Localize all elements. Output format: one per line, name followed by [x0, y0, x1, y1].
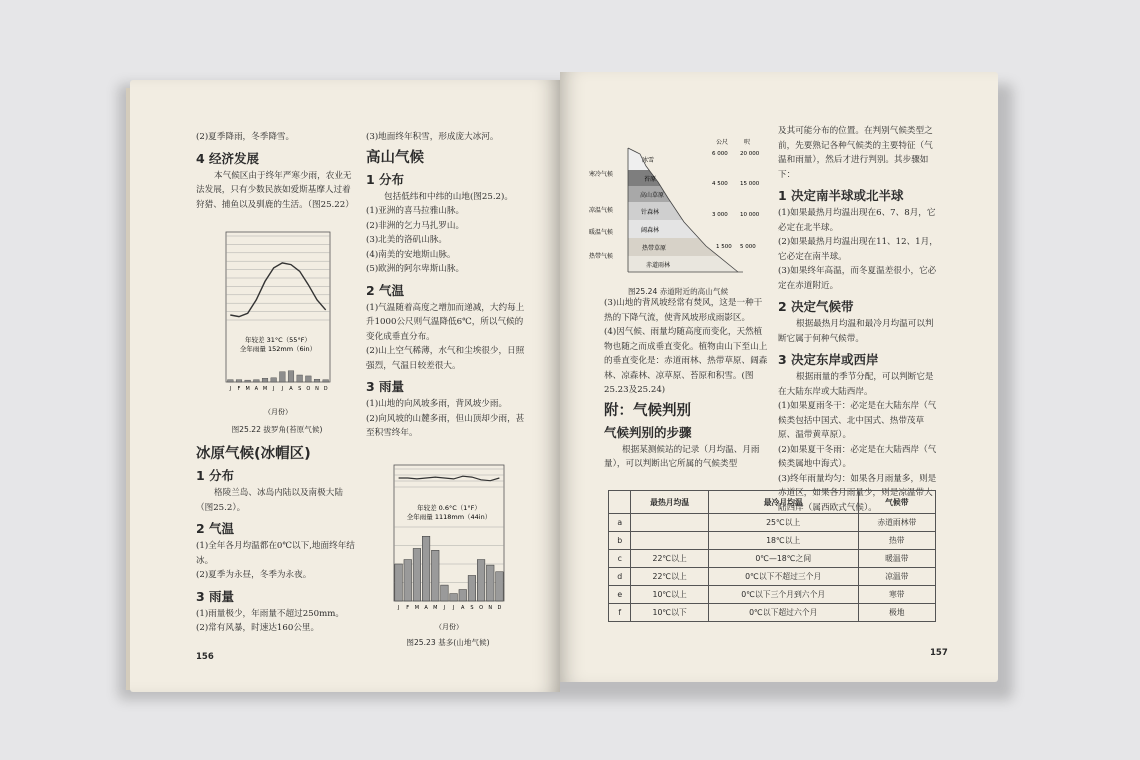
table-cell: 22℃以上 — [631, 550, 708, 568]
step1-item-3: (3)如果终年高温，而冬夏温差很小，它必定在赤道附近。 — [778, 266, 937, 291]
fig22-note-rain: 全年雨量 152mm（6in） — [239, 345, 317, 353]
fig23-caption: 图25.23 基多(山地气候) — [406, 637, 490, 647]
precipitation-bar — [323, 380, 329, 382]
month-tick-label: F — [406, 604, 410, 611]
precipitation-bar — [288, 371, 294, 382]
alpine-temp-1: (1)气温随着高度之增加而递减，大约每上升1000公尺则气温降低6℃，所以气候的变化成垂直分布。 — [366, 302, 525, 342]
precipitation-bar — [228, 380, 234, 382]
month-tick-label: M — [414, 604, 420, 611]
step3-text: 根据雨量的季节分配，可以判断它是在大陆东岸或大陆西岸。 — [778, 372, 934, 397]
table-header-row — [609, 491, 936, 514]
zone-ice: 冰雪 — [641, 157, 655, 164]
table-row — [609, 604, 936, 622]
table-cell: b — [609, 532, 631, 550]
steps-intro: 根据某测候站的记录（月均温、月雨量），可以判断出它所属的气候类型 — [604, 444, 760, 469]
tick-m-1500: 1 500 — [716, 244, 732, 250]
fig22-caption: 图25.22 拔罗角(苔原气候) — [231, 425, 323, 434]
tick-ft-15000: 15 000 — [740, 181, 760, 187]
alpine-temp-heading: 2 气温 — [366, 282, 405, 298]
precipitation-bar — [254, 380, 260, 382]
table-cell — [631, 514, 708, 532]
precipitation-bar — [271, 378, 277, 382]
econ-heading: 4 经济发展 — [196, 150, 260, 166]
fig23-note-range: 年较差 0.6°C（1°F） — [417, 503, 481, 512]
alpine-rain-2: (2)向风坡的山麓多雨，但山顶却少雨，甚至积雪终年。 — [366, 413, 525, 438]
month-tick-label: J — [397, 604, 400, 611]
precipitation-bar — [314, 379, 320, 382]
icecap-temp-1: (1)全年各月均温都在0℃以下,地面终年结冰。 — [196, 541, 355, 566]
temperature-line — [399, 476, 500, 481]
month-tick-label: J — [281, 386, 284, 392]
precipitation-bar — [431, 550, 439, 601]
right-col-2 — [778, 124, 938, 515]
table-cell: 18℃以上 — [708, 532, 858, 550]
table-cell: 寒带 — [858, 586, 935, 604]
econ-text: 本气候区由于终年严寒少雨，农业无法发展，只有少数民族如爱斯基摩人过着狩猎、捕鱼以及驯鹿的生活。（图25.22） — [196, 170, 354, 210]
precipitation-bar — [245, 380, 251, 382]
month-tick-label: A — [289, 386, 293, 392]
precipitation-bar — [477, 559, 485, 600]
climate-judgement-table — [608, 490, 936, 622]
table-header: 气候带 — [858, 491, 935, 514]
step1-item-2: (2)如果最热月均温出现在11、12、1月，它必定在南半球。 — [778, 237, 938, 262]
precipitation-bar — [262, 378, 268, 382]
page-number-right: 157 — [930, 648, 948, 658]
quito-climate-chart — [372, 457, 522, 633]
mountain-zones-diagram — [588, 139, 768, 276]
precipitation-bar — [297, 375, 303, 382]
appendix-title: 附：气候判别 — [604, 402, 691, 419]
icecap-title: 冰原气候(冰帽区) — [196, 446, 311, 462]
month-tick-label: N — [315, 386, 319, 392]
alpine-rain-heading: 3 雨量 — [366, 379, 405, 394]
left-col-2 — [366, 130, 530, 650]
precipitation-bar — [395, 564, 403, 601]
step1-heading: 1 决定南半球或北半球 — [778, 188, 904, 203]
tick-ft-10000: 10 000 — [740, 212, 760, 218]
zone-tundra: 苔原 — [643, 176, 657, 183]
table-header: 最冷月均温 — [708, 491, 858, 514]
month-tick-label: O — [479, 604, 484, 611]
month-tick-label: A — [424, 604, 428, 611]
precipitation-bar — [404, 559, 412, 600]
item-glacier: (3)地面终年积雪，形成庞大冰河。 — [366, 132, 499, 142]
table-header: 最热月均温 — [631, 491, 708, 514]
month-tick-label: S — [298, 386, 302, 392]
tick-ft-5000: 5 000 — [740, 244, 756, 250]
table-header — [609, 491, 631, 514]
fig24-caption: 图25.24 赤道附近的高山气候 — [627, 287, 729, 296]
left-page — [130, 80, 560, 692]
alpine-dist-item-3: (3)北美的洛矶山脉。 — [366, 235, 447, 245]
precipitation-bar — [280, 372, 286, 382]
temperature-line — [230, 263, 325, 317]
table-cell: a — [609, 514, 631, 532]
table-cell: c — [609, 550, 631, 568]
alpine-dist-item-5: (5)欧洲的阿尔卑斯山脉。 — [366, 264, 465, 274]
precipitation-bar — [306, 376, 312, 382]
precipitation-bar — [450, 593, 458, 600]
month-tick-label: N — [488, 604, 493, 611]
month-tick-label: A — [254, 386, 259, 392]
month-tick-label: D — [323, 386, 328, 392]
alpine-title: 高山气候 — [366, 149, 424, 166]
precipitation-bar — [468, 575, 476, 601]
table-cell: 22℃以上 — [631, 568, 708, 586]
unit-meters: 公尺 — [716, 139, 729, 146]
step2-heading: 2 决定气候带 — [778, 299, 854, 314]
icecap-temp-2: (2)夏季为永昼，冬季为永夜。 — [196, 570, 312, 580]
zone-tropical: 热带气候 — [589, 253, 614, 260]
table-row — [609, 568, 936, 586]
month-tick-label: O — [306, 386, 311, 392]
icecap-dist-text: 格陵兰岛、冰岛内陆以及南极大陆（图25.2）。 — [196, 488, 343, 513]
zone-broadleaf: 阔森林 — [640, 227, 660, 234]
alpine-rain-1: (1)山地的向风坡多雨，背风坡少雨。 — [366, 399, 508, 409]
table-cell: 凉温带 — [858, 568, 935, 586]
step3-item-3: (3)终年雨量均匀：如果各月雨量多，则是赤道区，如果各月雨量少，则是凉温带大陆西岸（属西欧式气候）。 — [778, 473, 937, 513]
alpine-temp-2: (2)山上空气稀薄，水气和尘埃很少，日照强烈，气温日较差很大。 — [366, 346, 525, 371]
precipitation-bar — [236, 380, 242, 382]
icecap-rain-heading: 3 雨量 — [196, 588, 235, 604]
table-cell: 极地 — [858, 604, 935, 622]
precipitation-bar — [413, 548, 421, 601]
month-tick-label: J — [443, 604, 446, 611]
month-tick-label: F — [237, 386, 241, 392]
table-cell: 0℃以下不超过三个月 — [708, 568, 858, 586]
steps-intro-cont: 及其可能分布的位置。在判别气候类型之前，先要熟记各种气候类的主要特征（气温和雨量），然后才进行判别。其步骤如下： — [778, 126, 933, 180]
month-tick-label: M — [262, 386, 268, 392]
mountain-figure — [588, 139, 768, 299]
zone-warm: 暖温气候 — [589, 229, 614, 236]
step3-item-1: (1)如果夏雨冬干：必定是在大陆东岸（气候类包括中国式、北中国式、热带茂草原、温带黄草原）。 — [778, 401, 937, 440]
barrow-climate-chart — [198, 220, 348, 420]
steps-title: 气候判别的步骤 — [604, 424, 692, 440]
alpine-dist-item-1: (1)亚洲的喜马拉雅山脉。 — [366, 206, 465, 216]
table-row — [609, 586, 936, 604]
month-tick-label: M — [433, 604, 438, 611]
month-tick-label: A — [461, 604, 465, 611]
icecap-rain-2: (2)常有风暴，时速达160公里。 — [196, 623, 320, 633]
zone-conifer: 针森林 — [640, 209, 660, 216]
icecap-temp-heading: 2 气温 — [196, 521, 235, 536]
step1-item-1: (1)如果最热月均温出现在6、7、8月，它必定在北半球。 — [778, 208, 936, 233]
zone-alpine-grass: 高山草原 — [639, 192, 665, 199]
step2-text: 根据最热月均温和最冷月均温可以判断它属于何种气候带。 — [778, 319, 934, 344]
table-cell: 25℃以上 — [708, 514, 858, 532]
vertical-vegetation-text: (4)因气候、雨量均随高度而变化，天然植物也随之而成垂直变化。植物由山下至山上的垂直变化是：赤道雨林、热带草原、阔森林、凉森林、凉草原、苔原和积雪。(图25.23及25.24) — [604, 327, 768, 395]
table-cell: 热带 — [858, 532, 935, 550]
month-tick-label: D — [497, 604, 502, 611]
table-row — [609, 514, 936, 532]
table-cell: 10℃以下 — [631, 604, 708, 622]
alpine-dist-item-4: (4)南美的安地斯山脉。 — [366, 249, 456, 260]
table-row — [609, 550, 936, 568]
right-page — [560, 72, 998, 682]
table-cell: 0℃以下超过六个月 — [708, 604, 858, 622]
precipitation-bar — [496, 571, 504, 600]
zone-savanna: 热带草原 — [641, 245, 667, 252]
alpine-dist-text: 包括低纬和中纬的山地(图25.2)。 — [384, 191, 513, 202]
tick-m-3000: 3 000 — [712, 212, 728, 218]
tick-m-6000: 6 000 — [712, 151, 728, 157]
table-cell — [631, 532, 708, 550]
right-col-1-text — [604, 296, 768, 472]
fig22-note-range: 年较差 31°C（55°F） — [245, 336, 311, 344]
month-tick-label: J — [452, 604, 455, 611]
precipitation-bar — [459, 589, 467, 600]
table-cell: 0℃以下三个月到六个月 — [708, 586, 858, 604]
precipitation-bar — [441, 585, 449, 601]
step3-item-2: (2)如果夏干冬雨：必定是在大陆西岸（气候类属地中海式）。 — [778, 444, 937, 469]
table-cell: 10℃以上 — [631, 586, 708, 604]
page-number-left: 156 — [196, 652, 214, 662]
table-row — [609, 532, 936, 550]
precipitation-bar — [486, 565, 494, 601]
table-cell: f — [609, 604, 631, 622]
month-tick-label: S — [470, 604, 474, 611]
precipitation-bar — [422, 536, 430, 601]
step3-heading: 3 决定东岸或西岸 — [778, 352, 879, 367]
month-tick-label: J — [229, 386, 232, 392]
icecap-rain-1: (1)雨量极少，年雨量不超过250mm。 — [196, 608, 344, 619]
fig23-month-label: （月份） — [435, 622, 463, 631]
table-cell: 0℃—18℃之间 — [708, 550, 858, 568]
table-cell: d — [609, 568, 631, 586]
fig23-note-rain: 全年雨量 1118mm（44in） — [406, 512, 492, 521]
unit-feet: 呎 — [744, 139, 751, 146]
zone-rainforest: 赤道雨林 — [645, 262, 671, 269]
item-summer-rain: (2)夏季降雨，冬季降雪。 — [196, 132, 295, 142]
left-col-1 — [196, 130, 358, 636]
table-cell: e — [609, 586, 631, 604]
alpine-dist-heading: 1 分布 — [366, 171, 405, 187]
zone-cold: 寒冷气候 — [589, 171, 614, 178]
month-tick-label: M — [245, 386, 250, 392]
fig22-month-label: （月份） — [264, 408, 292, 416]
tick-ft-20000: 20 000 — [740, 151, 760, 157]
foehn-text: (3)山地的背风坡经常有焚风，这是一种干热的下降气流，使背风坡形成雨影区。 — [604, 298, 763, 323]
table-cell: 赤道雨林带 — [858, 514, 935, 532]
icecap-dist-heading: 1 分布 — [196, 468, 235, 483]
zone-cool: 凉温气候 — [589, 207, 614, 214]
alpine-dist-item-2: (2)非洲的乞力马扎罗山。 — [366, 220, 465, 231]
month-tick-label: J — [272, 386, 275, 392]
tick-m-4500: 4 500 — [712, 181, 728, 187]
table-cell: 暖温带 — [858, 550, 935, 568]
